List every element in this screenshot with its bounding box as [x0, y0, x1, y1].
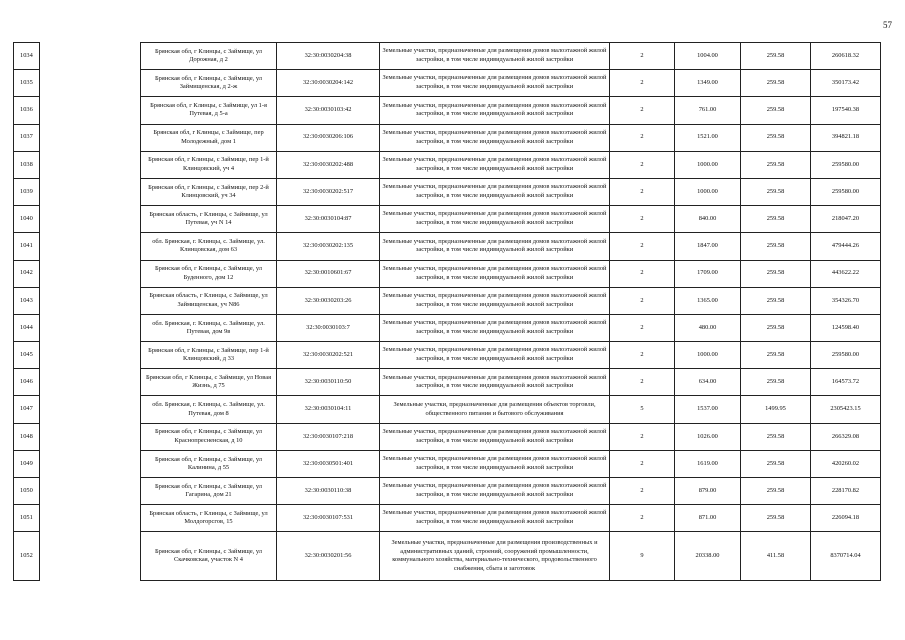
specific-value-cell: 259.58: [741, 233, 811, 260]
table-row: [14, 450, 881, 477]
address-cell: Брянская обл, г Клинцы, с Займище, ул Буденного, дом 12: [141, 260, 277, 287]
group-cell: 2: [610, 178, 675, 205]
row-number: 1034: [14, 43, 40, 70]
table-row: [14, 178, 881, 205]
specific-value-cell: 259.58: [741, 206, 811, 233]
land-use-cell: Земельные участки, предназначенные для размещения домов малоэтажной жилой застройки, в том числе индивидуальной жилой застройки: [380, 151, 610, 178]
gap-cell: [40, 206, 141, 233]
cadastral-number-cell: 32:30:0030202:488: [277, 151, 380, 178]
row-number: 1050: [14, 478, 40, 505]
land-use-cell: Земельные участки, предназначенные для размещения производственных и административных зданий, строений, сооружений промышленности, коммунального хозяйства, материально-технического, продовольственного снабжения, сбыта и заготовок: [380, 532, 610, 581]
cadastral-value-cell: 354326.70: [811, 287, 881, 314]
cadastral-value-cell: 2305423.15: [811, 396, 881, 423]
address-cell: Брянская обл, г Клинцы, с Займище, ул Скачковская, участок N 4: [141, 532, 277, 581]
address-cell: Брянская обл, г Клинцы, с Займище, пер Молодежный, дом 1: [141, 124, 277, 151]
row-number: 1036: [14, 97, 40, 124]
cadastral-number-cell: 32:30:0030501:401: [277, 450, 380, 477]
gap-cell: [40, 369, 141, 396]
address-cell: Брянская область, г Клинцы, с Займище, ул Займищенская, уч N86: [141, 287, 277, 314]
area-cell: 761.00: [675, 97, 741, 124]
gap-cell: [40, 396, 141, 423]
address-cell: Брянская обл, г Клинцы, с Займище, пер 2-й Клинцовский, уч 34: [141, 178, 277, 205]
specific-value-cell: 259.58: [741, 97, 811, 124]
row-number: 1044: [14, 314, 40, 341]
land-use-cell: Земельные участки, предназначенные для размещения домов малоэтажной жилой застройки, в том числе индивидуальной жилой застройки: [380, 423, 610, 450]
specific-value-cell: 259.58: [741, 178, 811, 205]
cadastral-number-cell: 32:30:0030103:7: [277, 314, 380, 341]
gap-cell: [40, 178, 141, 205]
cadastral-value-cell: 124598.40: [811, 314, 881, 341]
land-use-cell: Земельные участки, предназначенные для размещения домов малоэтажной жилой застройки, в том числе индивидуальной жилой застройки: [380, 178, 610, 205]
area-cell: 879.00: [675, 478, 741, 505]
specific-value-cell: 259.58: [741, 287, 811, 314]
row-number: 1047: [14, 396, 40, 423]
table-row: [14, 423, 881, 450]
table-body: [14, 43, 881, 581]
table-row: [14, 478, 881, 505]
table-row: [14, 287, 881, 314]
address-cell: Брянская обл, г Клинцы, с Займище, ул Краснопресненская, д 10: [141, 423, 277, 450]
cadastral-value-cell: 226094.18: [811, 505, 881, 532]
group-cell: 2: [610, 423, 675, 450]
cadastral-number-cell: 32:30:0030206:106: [277, 124, 380, 151]
land-use-cell: Земельные участки, предназначенные для размещения домов малоэтажной жилой застройки, в том числе индивидуальной жилой застройки: [380, 260, 610, 287]
specific-value-cell: 259.58: [741, 369, 811, 396]
cadastral-value-cell: 479444.26: [811, 233, 881, 260]
table-row: [14, 124, 881, 151]
area-cell: 1619.00: [675, 450, 741, 477]
group-cell: 2: [610, 124, 675, 151]
group-cell: 2: [610, 260, 675, 287]
gap-cell: [40, 260, 141, 287]
cadastral-value-cell: 228170.82: [811, 478, 881, 505]
cadastral-value-cell: 266329.08: [811, 423, 881, 450]
cadastral-value-cell: 197540.38: [811, 97, 881, 124]
cadastral-value-cell: 8370714.04: [811, 532, 881, 581]
cadastral-number-cell: 32:30:0030201:56: [277, 532, 380, 581]
table-row: [14, 43, 881, 70]
table-row: [14, 233, 881, 260]
area-cell: 20338.00: [675, 532, 741, 581]
specific-value-cell: 259.58: [741, 423, 811, 450]
land-use-cell: Земельные участки, предназначенные для размещения домов малоэтажной жилой застройки, в том числе индивидуальной жилой застройки: [380, 206, 610, 233]
row-number: 1051: [14, 505, 40, 532]
gap-cell: [40, 233, 141, 260]
land-use-cell: Земельные участки, предназначенные для размещения домов малоэтажной жилой застройки, в том числе индивидуальной жилой застройки: [380, 314, 610, 341]
table-row: [14, 369, 881, 396]
land-use-cell: Земельные участки, предназначенные для размещения домов малоэтажной жилой застройки, в том числе индивидуальной жилой застройки: [380, 478, 610, 505]
address-cell: Брянская область, г Клинцы, с Займище, ул Путевая, уч N 14: [141, 206, 277, 233]
group-cell: 2: [610, 97, 675, 124]
table-row: [14, 206, 881, 233]
land-use-cell: Земельные участки, предназначенные для размещения домов малоэтажной жилой застройки, в том числе индивидуальной жилой застройки: [380, 505, 610, 532]
group-cell: 2: [610, 505, 675, 532]
area-cell: 1709.00: [675, 260, 741, 287]
group-cell: 2: [610, 70, 675, 97]
land-use-cell: Земельные участки, предназначенные для размещения домов малоэтажной жилой застройки, в том числе индивидуальной жилой застройки: [380, 70, 610, 97]
table-row: [14, 151, 881, 178]
gap-cell: [40, 532, 141, 581]
address-cell: Брянская обл, г Клинцы, с Займище, ул Новая Жизнь, д 75: [141, 369, 277, 396]
row-number: 1043: [14, 287, 40, 314]
cadastral-value-cell: 260618.32: [811, 43, 881, 70]
gap-cell: [40, 423, 141, 450]
cadastral-number-cell: 32:30:0030107:218: [277, 423, 380, 450]
address-cell: Брянская обл, г Клинцы, с Займище, ул Гагарина, дом 21: [141, 478, 277, 505]
address-cell: обл. Брянская, г. Клинцы, с. Займище, ул. Клинцовская, дом 63: [141, 233, 277, 260]
row-number: 1041: [14, 233, 40, 260]
area-cell: 634.00: [675, 369, 741, 396]
address-cell: Брянская область, г Клинцы, с Займище, ул Молдогорсгов, 15: [141, 505, 277, 532]
cadastral-number-cell: 32:30:0030202:521: [277, 342, 380, 369]
row-number: 1045: [14, 342, 40, 369]
cadastral-number-cell: 32:30:0010601:67: [277, 260, 380, 287]
row-number: 1042: [14, 260, 40, 287]
group-cell: 2: [610, 287, 675, 314]
table-row: [14, 532, 881, 581]
row-number: 1037: [14, 124, 40, 151]
group-cell: 2: [610, 450, 675, 477]
area-cell: 1537.00: [675, 396, 741, 423]
area-cell: 1026.00: [675, 423, 741, 450]
area-cell: 1000.00: [675, 151, 741, 178]
cadastral-number-cell: 32:30:0030204:142: [277, 70, 380, 97]
row-number: 1046: [14, 369, 40, 396]
land-use-cell: Земельные участки, предназначенные для размещения домов малоэтажной жилой застройки, в том числе индивидуальной жилой застройки: [380, 369, 610, 396]
specific-value-cell: 259.58: [741, 314, 811, 341]
specific-value-cell: 259.58: [741, 505, 811, 532]
gap-cell: [40, 287, 141, 314]
cadastral-value-cell: 350173.42: [811, 70, 881, 97]
gap-cell: [40, 43, 141, 70]
cadastral-number-cell: 32:30:0030203:26: [277, 287, 380, 314]
group-cell: 2: [610, 314, 675, 341]
area-cell: 480.00: [675, 314, 741, 341]
group-cell: 9: [610, 532, 675, 581]
gap-cell: [40, 70, 141, 97]
group-cell: 2: [610, 369, 675, 396]
gap-cell: [40, 505, 141, 532]
cadastral-value-cell: 259580.00: [811, 342, 881, 369]
cadastral-value-cell: 259580.00: [811, 178, 881, 205]
table-row: [14, 314, 881, 341]
address-cell: Брянская обл, г Клинцы, с Займище, пер 1-й Клинцовский, д 33: [141, 342, 277, 369]
specific-value-cell: 259.58: [741, 124, 811, 151]
group-cell: 2: [610, 206, 675, 233]
cadastral-number-cell: 32:30:0030104:11: [277, 396, 380, 423]
land-use-cell: Земельные участки, предназначенные для размещения домов малоэтажной жилой застройки, в том числе индивидуальной жилой застройки: [380, 97, 610, 124]
row-number: 1038: [14, 151, 40, 178]
cadastral-value-cell: 259580.00: [811, 151, 881, 178]
cadastral-number-cell: 32:30:0030202:517: [277, 178, 380, 205]
group-cell: 2: [610, 478, 675, 505]
group-cell: 2: [610, 233, 675, 260]
page-number: 57: [883, 20, 892, 30]
specific-value-cell: 259.58: [741, 70, 811, 97]
land-use-cell: Земельные участки, предназначенные для размещения домов малоэтажной жилой застройки, в том числе индивидуальной жилой застройки: [380, 342, 610, 369]
table-row: [14, 70, 881, 97]
row-number: 1048: [14, 423, 40, 450]
specific-value-cell: 259.58: [741, 450, 811, 477]
specific-value-cell: 1499.95: [741, 396, 811, 423]
specific-value-cell: 259.58: [741, 478, 811, 505]
table-row: [14, 342, 881, 369]
cadastral-value-cell: 164573.72: [811, 369, 881, 396]
table-row: [14, 260, 881, 287]
area-cell: 840.00: [675, 206, 741, 233]
address-cell: Брянская обл, г Клинцы, с Займище, пер 1-й Клинцовский, уч 4: [141, 151, 277, 178]
specific-value-cell: 411.58: [741, 532, 811, 581]
cadastral-number-cell: 32:30:0030104:87: [277, 206, 380, 233]
cadastral-number-cell: 32:30:0030110:50: [277, 369, 380, 396]
address-cell: обл. Брянская, г. Клинцы, с. Займище, ул. Путевая, дом 8: [141, 396, 277, 423]
address-cell: Брянская обл, г Клинцы, с Займище, ул Дорожная, д 2: [141, 43, 277, 70]
land-use-cell: Земельные участки, предназначенные для размещения домов малоэтажной жилой застройки, в том числе индивидуальной жилой застройки: [380, 124, 610, 151]
address-cell: Брянская обл, г Клинцы, с Займище, ул Займищенская, д 2-ж: [141, 70, 277, 97]
cadastral-value-cell: 218047.20: [811, 206, 881, 233]
address-cell: Брянская обл, г Клинцы, с Займище, ул 1-я Путевая, д 5-а: [141, 97, 277, 124]
area-cell: 1000.00: [675, 178, 741, 205]
gap-cell: [40, 342, 141, 369]
land-use-cell: Земельные участки, предназначенные для размещения домов малоэтажной жилой застройки, в том числе индивидуальной жилой застройки: [380, 233, 610, 260]
specific-value-cell: 259.58: [741, 342, 811, 369]
area-cell: 871.00: [675, 505, 741, 532]
land-use-cell: Земельные участки, предназначенные для размещения домов малоэтажной жилой застройки, в том числе индивидуальной жилой застройки: [380, 43, 610, 70]
gap-cell: [40, 124, 141, 151]
cadastral-value-cell: 443622.22: [811, 260, 881, 287]
row-number: 1052: [14, 532, 40, 581]
gap-cell: [40, 314, 141, 341]
cadastral-value-table: [13, 42, 881, 581]
cadastral-number-cell: 32:30:0030110:38: [277, 478, 380, 505]
group-cell: 5: [610, 396, 675, 423]
land-use-cell: Земельные участки, предназначенные для размещения домов малоэтажной жилой застройки, в том числе индивидуальной жилой застройки: [380, 450, 610, 477]
specific-value-cell: 259.58: [741, 151, 811, 178]
area-cell: 1365.00: [675, 287, 741, 314]
address-cell: обл. Брянская, г. Клинцы, с. Займище, ул. Путевая, дом 9в: [141, 314, 277, 341]
group-cell: 2: [610, 342, 675, 369]
cadastral-number-cell: 32:30:0030107:531: [277, 505, 380, 532]
land-use-cell: Земельные участки, предназначенные для размещения объектов торговли, общественного питания и бытового обслуживания: [380, 396, 610, 423]
row-number: 1049: [14, 450, 40, 477]
cadastral-value-cell: 394821.18: [811, 124, 881, 151]
area-cell: 1521.00: [675, 124, 741, 151]
specific-value-cell: 259.58: [741, 43, 811, 70]
area-cell: 1349.00: [675, 70, 741, 97]
cadastral-number-cell: 32:30:0030204:38: [277, 43, 380, 70]
area-cell: 1000.00: [675, 342, 741, 369]
gap-cell: [40, 450, 141, 477]
table-row: [14, 396, 881, 423]
gap-cell: [40, 97, 141, 124]
area-cell: 1004.00: [675, 43, 741, 70]
cadastral-value-cell: 420260.02: [811, 450, 881, 477]
specific-value-cell: 259.58: [741, 260, 811, 287]
row-number: 1040: [14, 206, 40, 233]
address-cell: Брянская обл, г Клинцы, с Займище, ул Калинина, д 55: [141, 450, 277, 477]
cadastral-number-cell: 32:30:0030103:42: [277, 97, 380, 124]
land-use-cell: Земельные участки, предназначенные для размещения домов малоэтажной жилой застройки, в том числе индивидуальной жилой застройки: [380, 287, 610, 314]
group-cell: 2: [610, 43, 675, 70]
table-row: [14, 505, 881, 532]
gap-cell: [40, 478, 141, 505]
area-cell: 1847.00: [675, 233, 741, 260]
gap-cell: [40, 151, 141, 178]
row-number: 1039: [14, 178, 40, 205]
row-number: 1035: [14, 70, 40, 97]
cadastral-number-cell: 32:30:0030202:135: [277, 233, 380, 260]
group-cell: 2: [610, 151, 675, 178]
table-row: [14, 97, 881, 124]
